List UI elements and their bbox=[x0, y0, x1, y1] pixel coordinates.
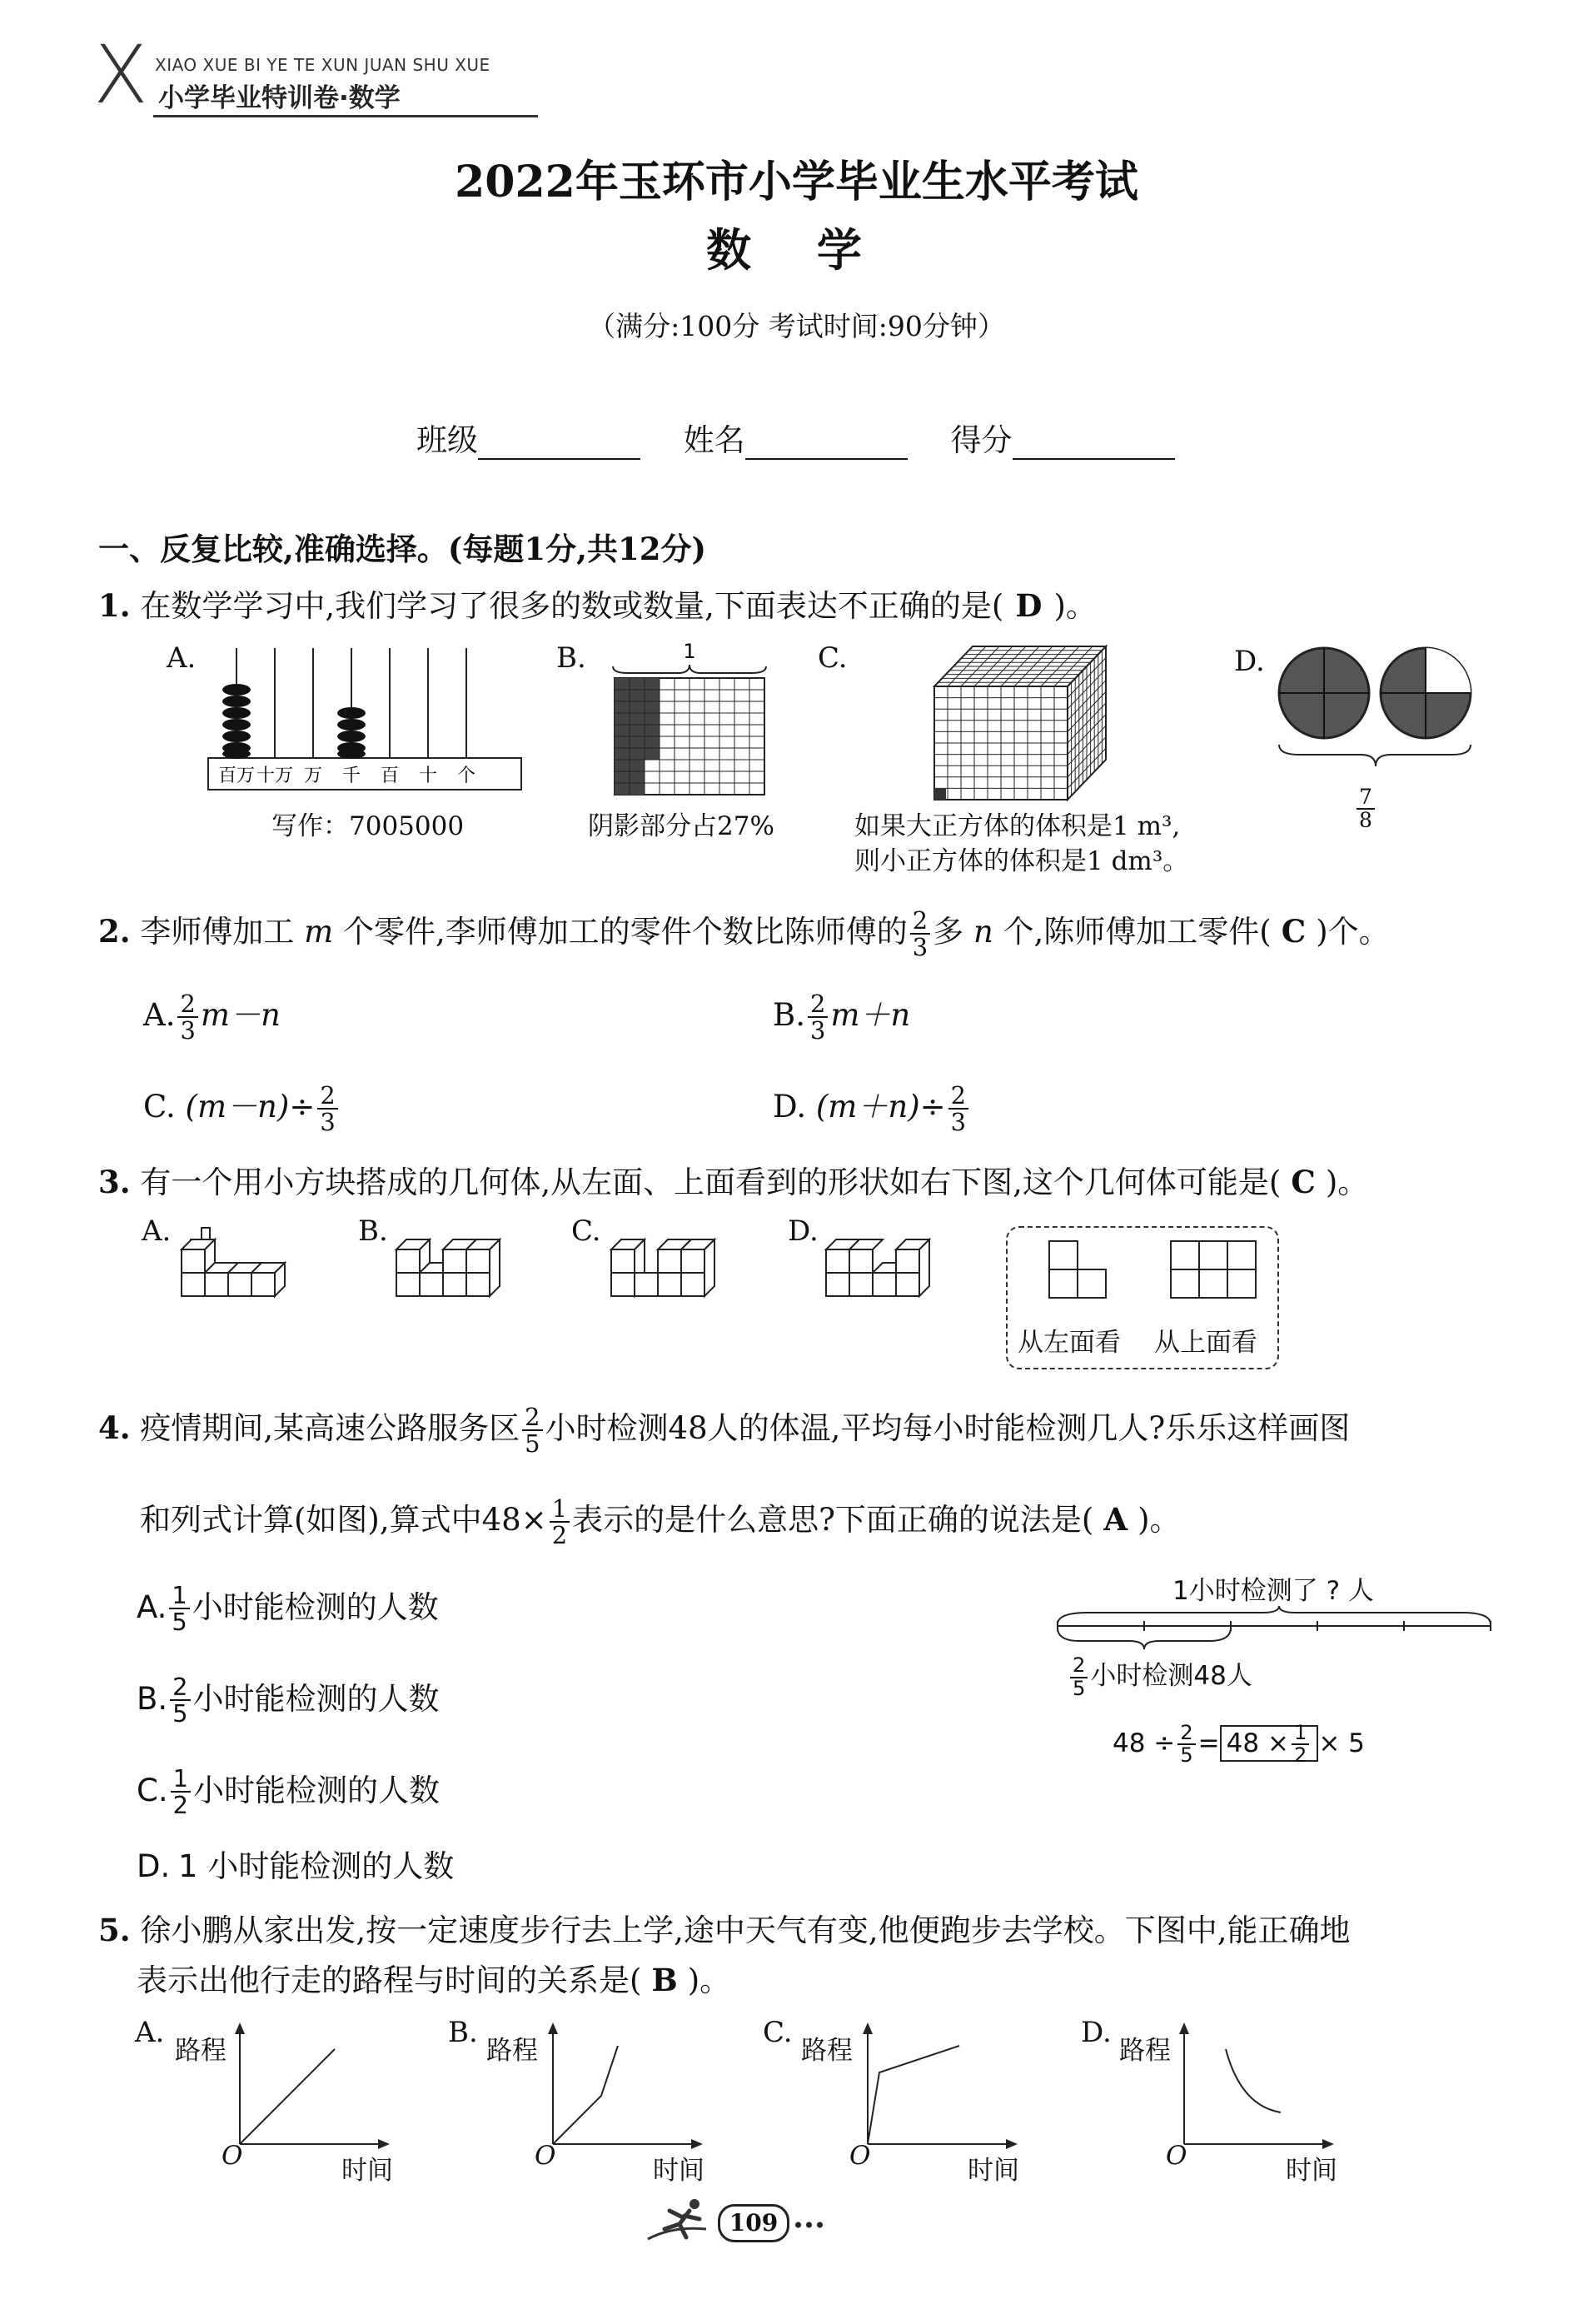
q2-d-label: D. bbox=[773, 1088, 807, 1125]
runner-icon bbox=[640, 2196, 723, 2246]
q2-text-1: 李师傅加工 bbox=[140, 913, 295, 950]
q3-answer: C bbox=[1291, 1164, 1316, 1200]
q2-a-expr: m－n bbox=[200, 996, 281, 1033]
q4-diagram-bottom bbox=[1068, 1654, 1252, 1699]
q3-top-view bbox=[1167, 1238, 1264, 1304]
q5-graph-b bbox=[538, 2019, 704, 2152]
q4-c-num: 1 bbox=[171, 1766, 191, 1793]
q5-a-origin: O bbox=[222, 2141, 243, 2171]
q5-graph-a bbox=[225, 2019, 391, 2152]
q1-option-d-label: D. bbox=[1234, 645, 1265, 678]
q1-number: 1. bbox=[98, 587, 131, 624]
q4-formula-den1: 5 bbox=[1180, 1743, 1193, 1768]
class-blank[interactable] bbox=[478, 433, 640, 460]
q2-b-num: 2 bbox=[808, 991, 828, 1018]
q4-option-d[interactable]: D. bbox=[137, 1848, 171, 1884]
q4-line2a: 和列式计算(如图),算式中48× bbox=[140, 1501, 547, 1538]
q5-d-ylabel: 路程 bbox=[1119, 2036, 1171, 2066]
q5-b-ylabel: 路程 bbox=[486, 2036, 538, 2066]
q2-option-b[interactable] bbox=[773, 991, 910, 1044]
q2-a-den: 3 bbox=[180, 1016, 196, 1045]
student-fields bbox=[416, 415, 1175, 460]
q2-number: 2. bbox=[98, 912, 131, 950]
q4-a-den: 5 bbox=[172, 1608, 187, 1637]
name-blank[interactable] bbox=[745, 433, 908, 460]
q1-d-denominator: 8 bbox=[1359, 808, 1372, 833]
q4-diagram-text: 小时检测48人 bbox=[1090, 1661, 1252, 1691]
q2-option-d[interactable] bbox=[773, 1083, 971, 1135]
q3-text: 有一个用小方块搭成的几何体,从左面、上面看到的形状如右下图,这个几何体可能是( bbox=[140, 1164, 1282, 1200]
q5-option-a-label: A. bbox=[135, 2016, 165, 2049]
q2-stem bbox=[98, 908, 1390, 960]
q5-a-xlabel: 时间 bbox=[341, 2156, 393, 2186]
q2-c-num: 2 bbox=[317, 1083, 337, 1110]
q5-d-xlabel: 时间 bbox=[1286, 2156, 1337, 2186]
q5-a-ylabel: 路程 bbox=[175, 2036, 227, 2066]
q2-option-a[interactable] bbox=[143, 991, 281, 1044]
q1-answer: D bbox=[1015, 587, 1043, 624]
q4-formula-num1: 2 bbox=[1177, 1723, 1195, 1745]
q4-b-num: 2 bbox=[170, 1674, 190, 1701]
q4-formula-den2: 2 bbox=[1293, 1743, 1307, 1768]
q4-b-den: 5 bbox=[172, 1699, 188, 1728]
q5-graph-d bbox=[1169, 2019, 1336, 2152]
q4-number: 4. bbox=[98, 1409, 131, 1446]
q2-var-m: m bbox=[304, 913, 334, 950]
q3-option-c-label: C. bbox=[571, 1214, 601, 1248]
q4-l2-num: 1 bbox=[550, 1496, 570, 1523]
abacus-label-3: 千 bbox=[341, 766, 361, 786]
q3-left-view bbox=[1046, 1238, 1113, 1304]
abacus-label-5: 十 bbox=[418, 766, 438, 786]
q3-option-d-label: D. bbox=[788, 1214, 819, 1248]
q4-stem-line1 bbox=[98, 1404, 1350, 1457]
q2-answer: C bbox=[1281, 912, 1307, 950]
q3-number: 3. bbox=[98, 1164, 131, 1200]
abacus-label-4: 百 bbox=[380, 766, 400, 786]
q2-c-expr: (m－n)÷ bbox=[185, 1088, 316, 1125]
q4-formula-box-text: 48 × bbox=[1226, 1728, 1289, 1758]
q2-b-expr: m＋n bbox=[830, 996, 911, 1033]
q1-option-c-label: C. bbox=[818, 641, 848, 675]
q5-b-xlabel: 时间 bbox=[653, 2156, 704, 2186]
q2-text-4: 个,陈师傅加工零件( bbox=[1003, 913, 1272, 950]
q2-option-c[interactable] bbox=[143, 1083, 341, 1135]
q2-b-den: 3 bbox=[809, 1016, 826, 1045]
class-label: 班级 bbox=[416, 422, 478, 458]
exam-info: （满分:100分 考试时间:90分钟） bbox=[588, 310, 1005, 342]
q3-left-view-label: 从左面看 bbox=[1018, 1328, 1121, 1358]
footer-dots bbox=[793, 2221, 826, 2229]
section-heading: 一、反复比较,准确选择。(每题1分,共12分) bbox=[98, 531, 707, 567]
q1-caption-d bbox=[1354, 786, 1377, 831]
q4-a-label: A. bbox=[137, 1588, 167, 1625]
q4-formula-left: 48 ÷ bbox=[1113, 1728, 1176, 1758]
q1-text-end: )。 bbox=[1053, 588, 1097, 624]
q3-stem bbox=[98, 1163, 1368, 1202]
score-blank[interactable] bbox=[1013, 433, 1175, 460]
name-label: 姓名 bbox=[683, 422, 745, 458]
q3-option-b-label: B. bbox=[358, 1214, 388, 1248]
q4-option-c[interactable] bbox=[137, 1766, 440, 1818]
q5-stem-line1 bbox=[98, 1911, 1350, 1950]
q5-c-ylabel: 路程 bbox=[801, 2036, 853, 2066]
q5-b-origin: O bbox=[535, 2141, 556, 2171]
q4-b-text: 小时能检测的人数 bbox=[192, 1680, 440, 1717]
q2-d-den: 3 bbox=[950, 1108, 967, 1137]
q3-shape-b bbox=[391, 1219, 516, 1308]
q4-l1-den: 5 bbox=[525, 1429, 540, 1459]
q4-a-text: 小时能检测的人数 bbox=[192, 1588, 439, 1625]
q4-bar-diagram bbox=[1054, 1603, 1496, 1653]
q3-shape-c bbox=[606, 1219, 731, 1308]
q5-c-origin: O bbox=[849, 2141, 871, 2171]
q5-graph-c bbox=[853, 2019, 1019, 2152]
q4-formula bbox=[1113, 1723, 1365, 1767]
q2-a-label: A. bbox=[143, 996, 176, 1033]
q5-stem-line2 bbox=[137, 1961, 730, 2000]
q2-text-3: 多 bbox=[933, 913, 964, 950]
circles-figure bbox=[1274, 641, 1486, 775]
series-letter: X bbox=[93, 28, 148, 122]
header-rule bbox=[153, 115, 538, 117]
q5-option-b-label: B. bbox=[448, 2016, 478, 2049]
q2-frac-den: 3 bbox=[912, 933, 928, 962]
q3-top-view-label: 从上面看 bbox=[1154, 1328, 1257, 1358]
q2-frac-num: 2 bbox=[910, 908, 930, 935]
q4-b-label: B. bbox=[137, 1680, 168, 1717]
q3-text-end: )。 bbox=[1325, 1164, 1369, 1200]
hundred-grid-figure bbox=[603, 641, 769, 800]
q2-c-den: 3 bbox=[320, 1108, 336, 1137]
q4-formula-num2: 1 bbox=[1292, 1723, 1309, 1745]
q5-line1: 徐小鹏从家出发,按一定速度步行去上学,途中天气有变,他便跑步去学校。下图中,能正确地 bbox=[140, 1913, 1351, 1948]
q3-shape-d bbox=[821, 1219, 946, 1308]
subject-title: 数 学 bbox=[706, 223, 887, 277]
q1-stem bbox=[98, 586, 1097, 626]
q5-d-origin: O bbox=[1166, 2141, 1187, 2171]
abacus-label-2: 万 bbox=[303, 766, 323, 786]
q5-option-d-label: D. bbox=[1081, 2016, 1112, 2049]
abacus-label-1: 十万 bbox=[256, 766, 294, 786]
abacus-label-6: 个 bbox=[456, 766, 476, 786]
q4-option-a[interactable] bbox=[137, 1583, 439, 1635]
q4-formula-eq: = bbox=[1197, 1728, 1220, 1758]
q4-c-den: 2 bbox=[172, 1791, 188, 1820]
q3-option-a-label: A. bbox=[142, 1214, 172, 1248]
q1-text: 在数学学习中,我们学习了很多的数或数量,下面表达不正确的是( bbox=[140, 588, 1004, 624]
q4-stem-line2 bbox=[140, 1496, 1181, 1549]
q1-caption-c1: 如果大正方体的体积是1 m³, bbox=[854, 811, 1181, 841]
q4-option-b[interactable] bbox=[137, 1674, 440, 1727]
q5-number: 5. bbox=[98, 1912, 131, 1948]
series-title: 小学毕业特训卷·数学 bbox=[158, 83, 401, 113]
q4-formula-box bbox=[1220, 1721, 1319, 1768]
q4-diagram-top: 1小时检测了 ? 人 bbox=[1172, 1576, 1374, 1606]
q2-b-label: B. bbox=[773, 996, 805, 1033]
series-pinyin: XIAO XUE BI YE TE XUN JUAN SHU XUE bbox=[155, 55, 490, 75]
page-number: 109 bbox=[718, 2204, 789, 2242]
q4-c-label: C. bbox=[137, 1772, 168, 1808]
q4-line1a: 疫情期间,某高速公路服务区 bbox=[140, 1409, 520, 1446]
q4-formula-right: × 5 bbox=[1318, 1728, 1365, 1758]
q2-d-num: 2 bbox=[948, 1083, 968, 1110]
q1-caption-c2: 则小正方体的体积是1 dm³。 bbox=[854, 846, 1189, 876]
grid-top-label: 1 bbox=[683, 641, 696, 663]
q4-line2b: 表示的是什么意思?下面正确的说法是( bbox=[572, 1501, 1094, 1538]
q4-diagram-num: 2 bbox=[1070, 1655, 1088, 1678]
q2-text-5: )个。 bbox=[1316, 913, 1390, 950]
q4-diagram-den: 5 bbox=[1073, 1676, 1086, 1700]
q1-d-numerator: 7 bbox=[1357, 786, 1375, 810]
q4-a-num: 1 bbox=[169, 1583, 189, 1609]
q5-c-xlabel: 时间 bbox=[968, 2156, 1019, 2186]
q4-l1-num: 2 bbox=[522, 1404, 542, 1431]
q5-option-c-label: C. bbox=[763, 2016, 793, 2049]
q2-text-2: 个零件,李师傅加工的零件个数比陈师傅的 bbox=[343, 913, 908, 950]
q2-a-num: 2 bbox=[177, 991, 197, 1018]
abacus-figure bbox=[205, 641, 530, 800]
q2-var-n: n bbox=[973, 913, 993, 950]
score-label: 得分 bbox=[950, 422, 1013, 458]
q5-answer: B bbox=[651, 1962, 678, 1998]
q2-c-label: C. bbox=[143, 1088, 176, 1125]
cube-figure bbox=[926, 640, 1118, 803]
q2-d-expr: (m＋n)÷ bbox=[815, 1088, 946, 1125]
q4-option-d-text: 1 小时能检测的人数 bbox=[178, 1848, 455, 1884]
page-title: 2022年玉环市小学毕业生水平考试 bbox=[455, 157, 1138, 207]
abacus-label-0: 百万 bbox=[217, 766, 256, 786]
q5-line2a: 表示出他行走的路程与时间的关系是( bbox=[137, 1962, 642, 1998]
q3-shape-a bbox=[178, 1219, 303, 1308]
q1-caption-a: 写作：7005000 bbox=[271, 811, 465, 841]
q4-line1b: 小时检测48人的体温,平均每小时能检测几人?乐乐这样画图 bbox=[545, 1409, 1351, 1446]
q1-option-b-label: B. bbox=[556, 641, 586, 675]
q4-l2-den: 2 bbox=[551, 1521, 568, 1550]
q4-answer: A bbox=[1103, 1500, 1128, 1538]
q5-line2b: )。 bbox=[687, 1962, 731, 1998]
q4-line2c: )。 bbox=[1138, 1501, 1181, 1538]
q4-c-text: 小时能检测的人数 bbox=[192, 1772, 440, 1808]
q1-option-a-label: A. bbox=[167, 641, 197, 675]
q1-caption-b: 阴影部分占27% bbox=[588, 811, 774, 841]
